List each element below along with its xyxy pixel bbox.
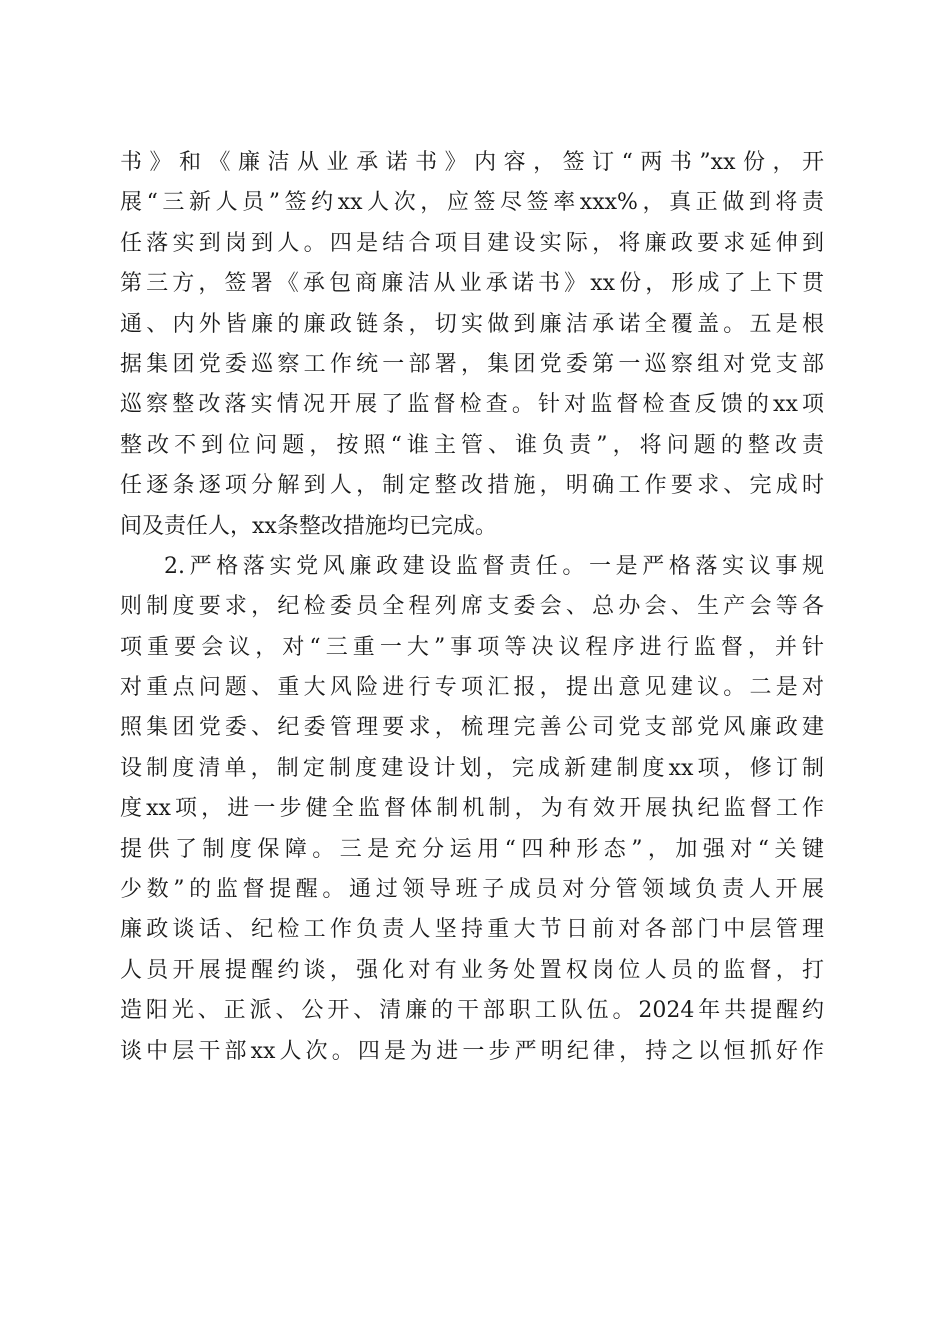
text-line: 设制度清单，制定制度建设计划，完成新建制度xx项，修订制 (120, 755, 824, 781)
text-line: 任逐条逐项分解到人，制定整改措施，明确工作要求、完成时 (120, 473, 824, 499)
text-line: 任落实到岗到人。四是结合项目建设实际，将廉政要求延伸到 (120, 230, 824, 256)
text-line: 造阳光、正派、公开、清廉的干部职工队伍。2024年共提醒约 (120, 998, 824, 1024)
text-line: 照集团党委、纪委管理要求，梳理完善公司党支部党风廉政建 (120, 715, 824, 741)
text-line: 项重要会议，对“三重一大”事项等决议程序进行监督，并针 (120, 634, 824, 660)
text-line: 人员开展提醒约谈，强化对有业务处置权岗位人员的监督，打 (120, 957, 824, 983)
text-line-paragraph-end: 间及责任人，xx条整改措施均已完成。 (120, 513, 497, 539)
text-line: 通、内外皆廉的廉政链条，切实做到廉洁承诺全覆盖。五是根 (120, 311, 824, 337)
text-line: 书》和《廉洁从业承诺书》内容，签订“两书”xx份，开 (120, 150, 824, 175)
text-line: 第三方，签署《承包商廉洁从业承诺书》xx份，形成了上下贯 (120, 271, 824, 297)
document-body (120, 143, 824, 1072)
text-line: 展“三新人员”签约xx人次，应签尽签率xxx%，真正做到将责 (120, 190, 824, 216)
text-line: 谈中层干部xx人次。四是为进一步严明纪律，持之以恒抓好作 (120, 1038, 824, 1064)
text-line-section-heading: 2.严格落实党风廉政建设监督责任。一是严格落实议事规 (164, 553, 824, 579)
text-line: 据集团党委巡察工作统一部署，集团党委第一巡察组对党支部 (120, 351, 824, 377)
text-line: 少数”的监督提醒。通过领导班子成员对分管领域负责人开展 (120, 877, 824, 903)
text-line: 整改不到位问题，按照“谁主管、谁负责”，将问题的整改责 (120, 432, 824, 458)
text-line: 巡察整改落实情况开展了监督检查。针对监督检查反馈的xx项 (120, 392, 824, 418)
text-line: 对重点问题、重大风险进行专项汇报，提出意见建议。二是对 (120, 675, 824, 701)
text-line: 度xx项，进一步健全监督体制机制，为有效开展执纪监督工作 (120, 796, 824, 822)
text-line: 廉政谈话、纪检工作负责人坚持重大节日前对各部门中层管理 (120, 917, 824, 943)
text-line: 提供了制度保障。三是充分运用“四种形态”，加强对“关键 (120, 836, 824, 862)
text-line: 则制度要求，纪检委员全程列席支委会、总办会、生产会等各 (120, 594, 824, 620)
